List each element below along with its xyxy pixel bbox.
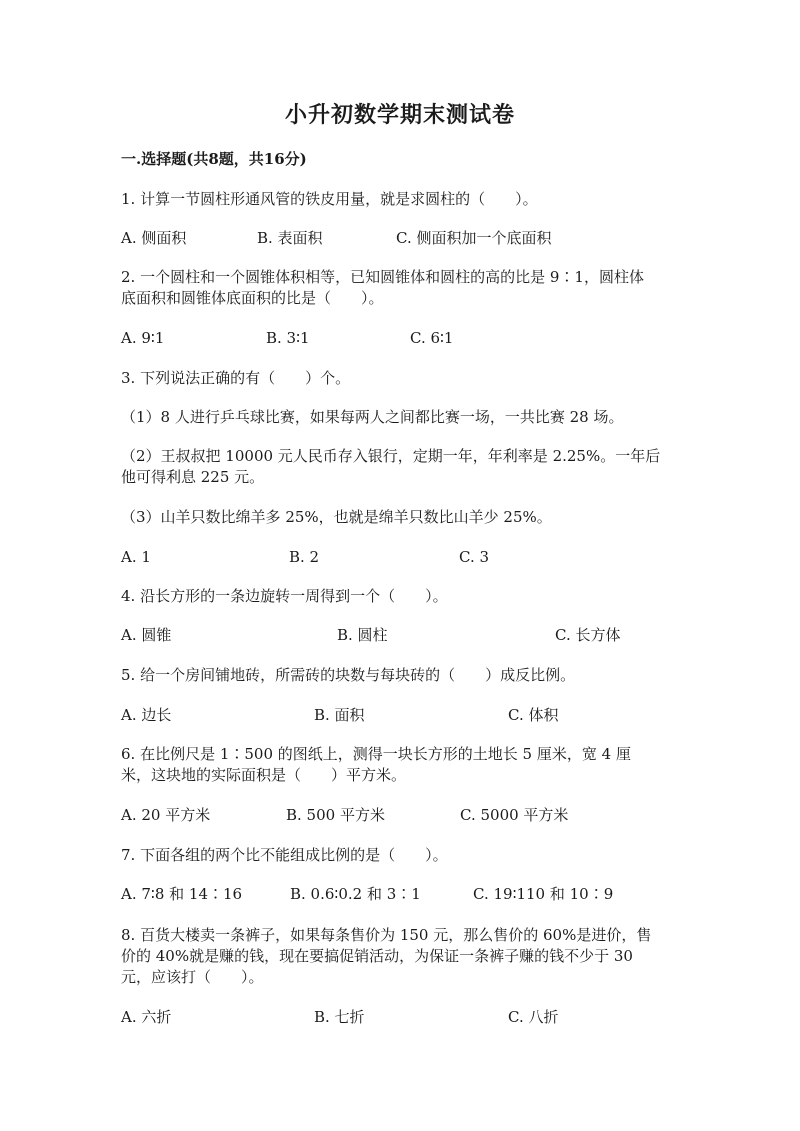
question-7-option-c: C. 19∶110 和 10∶9 xyxy=(473,885,614,903)
question-2-option-c: C. 6∶1 xyxy=(410,329,454,347)
question-5-option-b: B. 面积 xyxy=(314,706,365,724)
question-6-option-c: C. 5000 平方米 xyxy=(460,806,569,824)
question-4-option-a: A. 圆锥 xyxy=(121,626,172,644)
question-2-stem-line-1: 2. 一个圆柱和一个圆锥体积相等，已知圆锥体和圆柱的高的比是 9∶1，圆柱体 xyxy=(121,268,644,286)
question-4-option-c: C. 长方体 xyxy=(555,626,621,644)
question-3-option-c: C. 3 xyxy=(459,548,490,566)
question-8-stem-line-2: 价的 40%就是赚的钱，现在要搞促销活动，为保证一条裤子赚的钱不少于 30 xyxy=(121,947,633,965)
question-8-option-a: A. 六折 xyxy=(121,1008,172,1026)
question-2-option-a: A. 9∶1 xyxy=(121,329,165,347)
question-5-option-c: C. 体积 xyxy=(508,706,559,724)
question-1-stem: 1. 计算一节圆柱形通风管的铁皮用量，就是求圆柱的（ ）。 xyxy=(121,190,538,208)
question-3-stem: 3. 下列说法正确的有（ ）个。 xyxy=(121,369,351,387)
question-5-stem: 5. 给一个房间铺地砖，所需砖的块数与每块砖的（ ）成反比例。 xyxy=(121,666,576,684)
exam-title: 小升初数学期末测试卷 xyxy=(284,102,515,128)
question-2-option-b: B. 3∶1 xyxy=(266,329,310,347)
question-7-stem: 7. 下面各组的两个比不能组成比例的是（ ）。 xyxy=(121,846,448,864)
question-3-statement-3: （3）山羊只数比绵羊多 25%，也就是绵羊只数比山羊少 25%。 xyxy=(121,508,552,526)
question-8-stem-line-1: 8. 百货大楼卖一条裤子，如果每条售价为 150 元，那么售价的 60%是进价，售 xyxy=(121,926,652,944)
question-7-option-a: A. 7∶8 和 14∶16 xyxy=(121,885,243,903)
question-3-statement-2-line-1: （2）王叔叔把 10000 元人民币存入银行，定期一年，年利率是 2.25%。一年后 xyxy=(121,447,661,465)
question-8-option-c: C. 八折 xyxy=(508,1008,559,1026)
section-heading-choice: 一.选择题(共8题，共16分) xyxy=(121,150,307,168)
question-6-stem-line-2: 米，这块地的实际面积是（ ）平方米。 xyxy=(121,766,407,784)
question-6-stem-line-1: 6. 在比例尺是 1∶500 的图纸上，测得一块长方形的土地长 5 厘米，宽 4 厘 xyxy=(121,745,631,763)
question-3-statement-2-line-2: 他可得利息 225 元。 xyxy=(121,468,265,486)
question-3-option-b: B. 2 xyxy=(289,548,320,566)
question-1-option-c: C. 侧面积加一个底面积 xyxy=(396,229,552,247)
question-5-option-a: A. 边长 xyxy=(121,706,172,724)
question-7-option-b: B. 0.6∶0.2 和 3∶1 xyxy=(290,885,421,903)
question-1-option-b: B. 表面积 xyxy=(257,229,323,247)
question-8-option-b: B. 七折 xyxy=(314,1008,365,1026)
question-1-option-a: A. 侧面积 xyxy=(121,229,187,247)
question-3-statement-1: （1）8 人进行乒乓球比赛，如果每两人之间都比赛一场，一共比赛 28 场。 xyxy=(121,408,624,426)
question-2-stem-line-2: 底面积和圆锥体底面积的比是（ ）。 xyxy=(121,289,384,307)
question-4-option-b: B. 圆柱 xyxy=(337,626,388,644)
question-3-option-a: A. 1 xyxy=(121,548,151,566)
question-4-stem: 4. 沿长方形的一条边旋转一周得到一个（ ）。 xyxy=(121,587,448,605)
question-6-option-b: B. 500 平方米 xyxy=(286,806,385,824)
question-8-stem-line-3: 元，应该打（ ）。 xyxy=(121,968,264,986)
question-6-option-a: A. 20 平方米 xyxy=(121,806,211,824)
